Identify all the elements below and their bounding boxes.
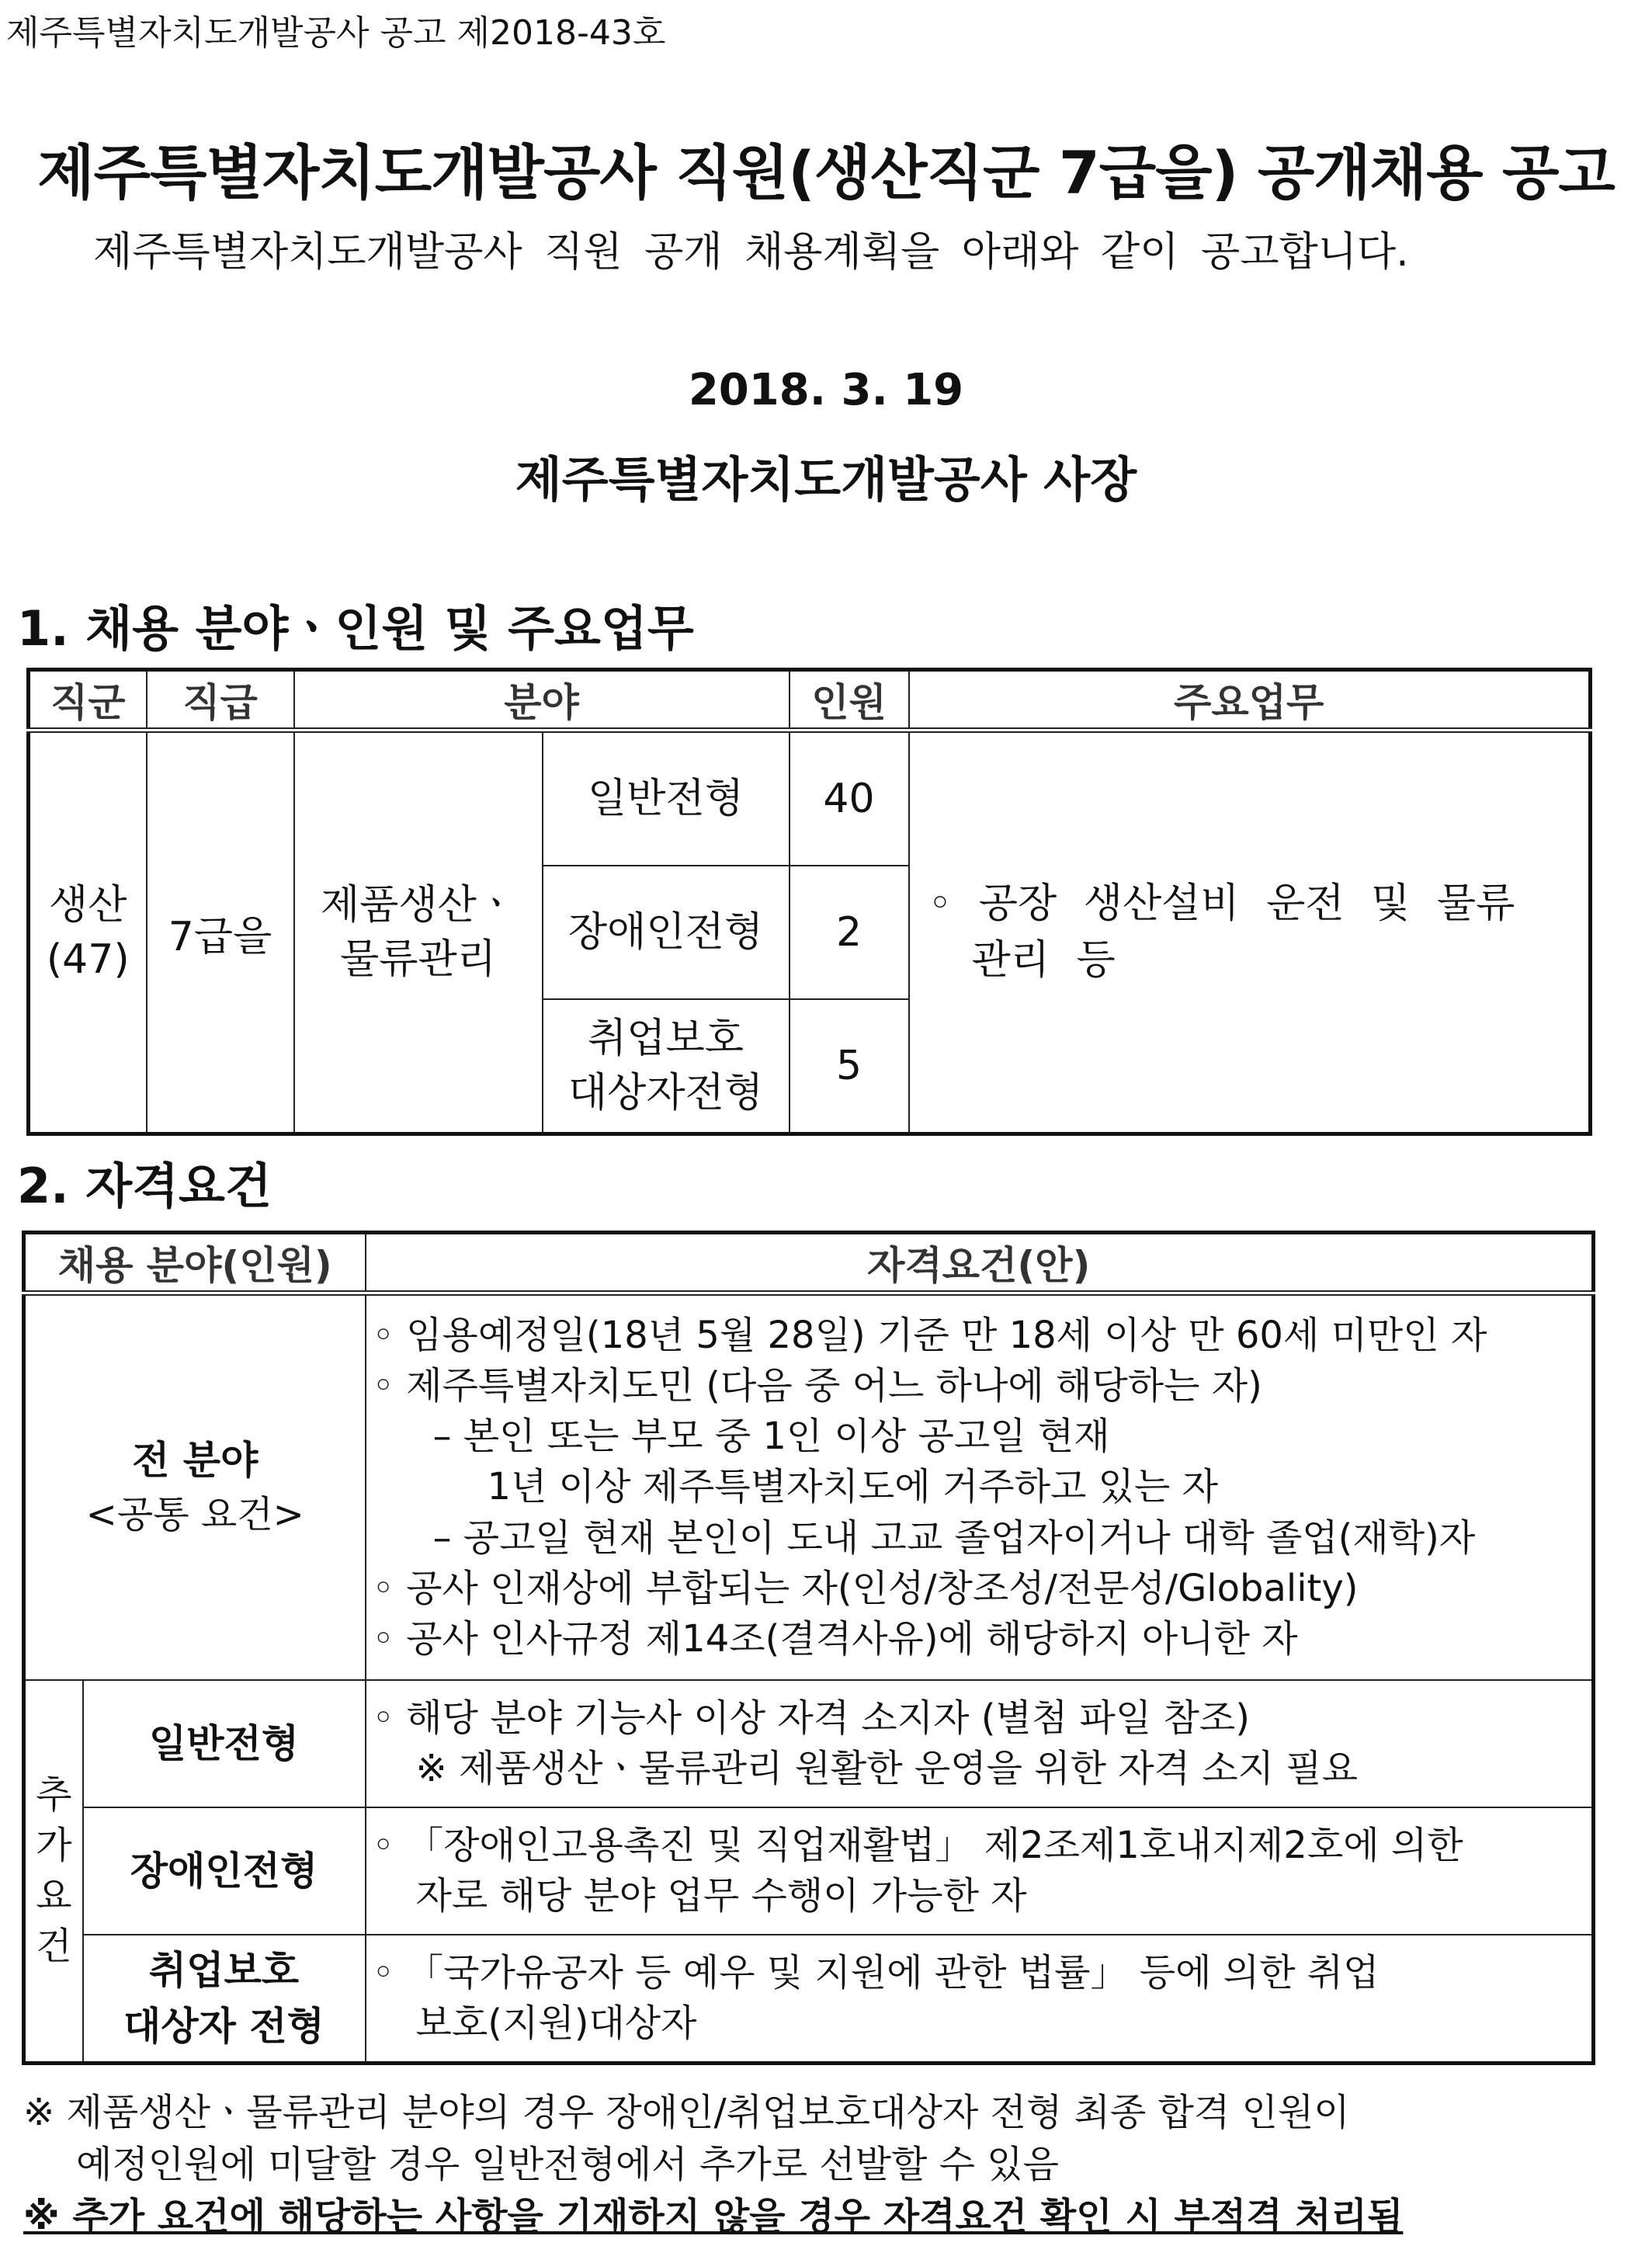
footnote-1-line2: 예정인원에 미달할 경우 일반전형에서 추가로 선발할 수 있음 — [76, 2143, 1060, 2187]
page-title: 제주특별자치도개발공사 직원(생산직군 7급을) 공개채용 공고 — [37, 138, 1615, 207]
count-protected: 5 — [790, 999, 909, 1134]
additional-protected-label-line1: 취업보호 — [148, 1947, 300, 1993]
qualification-table — [22, 1231, 1595, 2065]
section2-heading: 2. 자격요건 — [17, 1158, 272, 1214]
duty-line2: 관리 등 — [971, 937, 1116, 984]
additional-protected-label-cell — [83, 1935, 366, 2064]
count-general: 40 — [790, 731, 909, 866]
intro-text: 제주특별자치도개발공사 직원 공개 채용계획을 아래와 같이 공고합니다. — [93, 229, 1409, 276]
notice-number: 제주특별자치도개발공사 공고 제2018-43호 — [6, 13, 666, 53]
additional-protected-req — [366, 1935, 1594, 2064]
common-req-5: – 공고일 현재 본인이 도내 고교 졸업자이거나 대학 졸업(재학)자 — [432, 1515, 1476, 1560]
common-req-7: ◦ 공사 인사규정 제14조(결격사유)에 해당하지 아니한 자 — [372, 1617, 1298, 1661]
col-header-field: 분야 — [294, 670, 790, 731]
issuer: 제주특별자치도개발공사 사장 — [515, 451, 1137, 508]
job-grade: 7급을 — [147, 731, 294, 1134]
job-field-line2: 물류관리 — [340, 936, 496, 983]
col-header-area: 채용 분야(인원) — [24, 1233, 366, 1293]
common-label-cell — [24, 1293, 366, 1681]
additional-label-char: 가 — [36, 1824, 72, 1868]
col-header-grade: 직급 — [147, 670, 294, 731]
additional-general-line2: ※ 제품생산ㆍ물류관리 원활한 운영을 위한 자격 소지 필요 — [415, 1747, 1359, 1790]
common-req-4: 1년 이상 제주특별자치도에 거주하고 있는 자 — [487, 1465, 1218, 1509]
footnote-1-line1: ※ 제품생산ㆍ물류관리 분야의 경우 장애인/취업보호대상자 전형 최종 합격 인원이 — [23, 2091, 1350, 2134]
additional-protected-line2: 보호(지원)대상자 — [415, 2001, 697, 2045]
additional-protected-line1: ◦ 「국가유공자 등 예우 및 지원에 관한 법률」 등에 의한 취업 — [372, 1950, 1380, 1994]
col-header-count: 인원 — [790, 670, 909, 731]
recruitment-table — [26, 668, 1592, 1136]
additional-label-cell — [24, 1680, 83, 2064]
job-group: 생산 — [49, 881, 127, 929]
track-protected-line1: 취업보호 — [588, 1015, 744, 1062]
additional-disabled-line1: ◦ 「장애인고용촉진 및 직업재활법」 제2조제1호내지제2호에 의한 — [372, 1823, 1463, 1867]
job-group-count: (47) — [46, 936, 130, 983]
additional-protected-label-line2: 대상자 전형 — [123, 2004, 324, 2049]
track-general: 일반전형 — [543, 731, 790, 866]
common-req-3: – 본인 또는 부모 중 1인 이상 공고일 현재 — [432, 1415, 1110, 1459]
track-protected-line2: 대상자전형 — [567, 1070, 764, 1116]
count-disabled: 2 — [790, 866, 909, 999]
col-header-duty: 주요업무 — [909, 670, 1591, 731]
additional-disabled-req — [366, 1807, 1594, 1935]
common-req-2: ◦ 제주특별자치도민 (다음 중 어느 하나에 해당하는 자) — [372, 1363, 1262, 1408]
additional-label-char: 건 — [36, 1924, 72, 1968]
additional-disabled-line2: 자로 해당 분야 업무 수행이 가능한 자 — [415, 1874, 1027, 1918]
additional-disabled-label: 장애인전형 — [83, 1807, 366, 1935]
track-disabled: 장애인전형 — [543, 866, 790, 999]
common-requirements — [366, 1293, 1594, 1681]
additional-general-req — [366, 1680, 1594, 1807]
main-duty-cell — [909, 731, 1591, 1134]
job-field-line1: 제품생산ㆍ — [320, 881, 516, 929]
job-group-cell — [29, 731, 147, 1134]
footnote-1 — [23, 2087, 1350, 2191]
notice-date: 2018. 3. 19 — [688, 365, 964, 415]
common-label-line1: 전 분야 — [132, 1437, 259, 1483]
section1-heading: 1. 채용 분야ㆍ인원 및 주요업무 — [17, 600, 694, 657]
duty-line1: ◦ 공장 생산설비 운전 및 물류 — [928, 880, 1515, 928]
footnote-2: ※ 추가 요건에 해당하는 사항을 기재하지 않을 경우 자격요건 확인 시 부적격 처리됨 — [23, 2195, 1404, 2238]
common-label-line2: <공통 요건> — [85, 1493, 304, 1537]
col-header-group: 직군 — [29, 670, 147, 731]
col-header-requirements: 자격요건(안) — [366, 1233, 1594, 1293]
additional-label-char: 추 — [36, 1773, 72, 1817]
track-protected-cell — [543, 999, 790, 1134]
additional-general-line1: ◦ 해당 분야 기능사 이상 자격 소지자 (별첨 파일 참조) — [372, 1696, 1250, 1740]
common-req-6: ◦ 공사 인재상에 부합되는 자(인성/창조성/전문성/Globality) — [372, 1566, 1359, 1610]
job-field-cell — [294, 731, 543, 1134]
additional-label-char: 요 — [36, 1874, 72, 1918]
additional-general-label: 일반전형 — [83, 1680, 366, 1807]
common-req-1: ◦ 임용예정일(18년 5월 28일) 기준 만 18세 이상 만 60세 미만인 자 — [372, 1313, 1487, 1357]
